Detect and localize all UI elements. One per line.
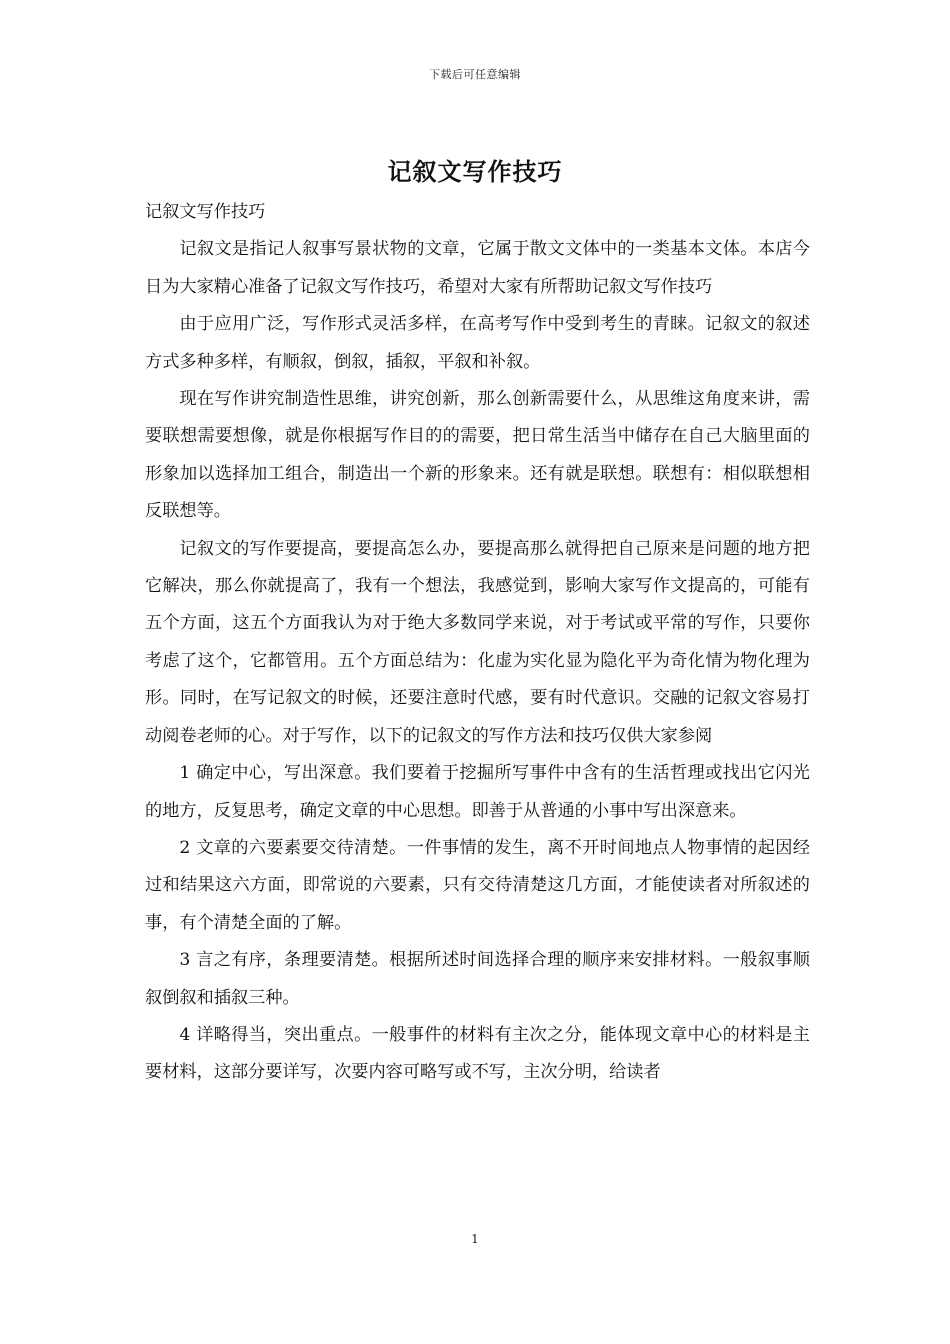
- paragraph: 2 文章的六要素要交待清楚。一件事情的发生，离不开时间地点人物事情的起因经过和结果这六方面，即常说的六要素，只有交待清楚这几方面，才能使读者对所叙述的事，有个清楚全面的了解。: [145, 837, 810, 933]
- document-title: 记叙文写作技巧: [387, 157, 563, 186]
- page-number: 1: [471, 1232, 479, 1246]
- paragraph: 记叙文的写作要提高，要提高怎么办，要提高那么就得把自己原来是问题的地方把它解决，那么你就提高了，我有一个想法，我感觉到，影响大家写作文提高的，可能有五个方面，这五个方面我认为对于绝大多数同学来说，对于考试或平常的写作，只要你考虑了这个，它都管用。五个方面总结为：化虚为实化显为隐化平为奇化情为物化理为形。同时，在写记叙文的时候，还要注意时代感，要有时代意识。交融的记叙文容易打动阅卷老师的心。对于写作，以下的记叙文的写作方法和技巧仅供大家参阅: [145, 538, 810, 746]
- paragraph: 4 详略得当，突出重点。一般事件的材料有主次之分，能体现文章中心的材料是主要材料，这部分要详写，次要内容可略写或不写，主次分明，给读者: [145, 1024, 810, 1083]
- document-body: [145, 194, 810, 1092]
- paragraph: 由于应用广泛，写作形式灵活多样，在高考写作中受到考生的青睐。记叙文的叙述方式多种多样，有顺叙，倒叙，插叙，平叙和补叙。: [145, 314, 810, 372]
- page-header: 下载后可任意编辑: [429, 68, 521, 81]
- paragraph: 记叙文写作技巧: [145, 202, 266, 222]
- paragraph: 现在写作讲究制造性思维，讲究创新，那么创新需要什么，从思维这角度来讲，需要联想需要想像，就是你根据写作目的的需要，把日常生活当中储存在自己大脑里面的形象加以选择加工组合，制造出一个新的形象来。还有就是联想。联想有：相似联想相反联想等。: [145, 389, 810, 522]
- paragraph: 记叙文是指记人叙事写景状物的文章，它属于散文文体中的一类基本文体。本店今日为大家精心准备了记叙文写作技巧，希望对大家有所帮助记叙文写作技巧: [145, 239, 810, 297]
- paragraph: 1 确定中心，写出深意。我们要着于挖掘所写事件中含有的生活哲理或找出它闪光的地方，反复思考，确定文章的中心思想。即善于从普通的小事中写出深意来。: [145, 763, 810, 821]
- paragraph: 3 言之有序，条理要清楚。根据所述时间选择合理的顺序来安排材料。一般叙事顺叙倒叙和插叙三种。: [145, 950, 810, 1008]
